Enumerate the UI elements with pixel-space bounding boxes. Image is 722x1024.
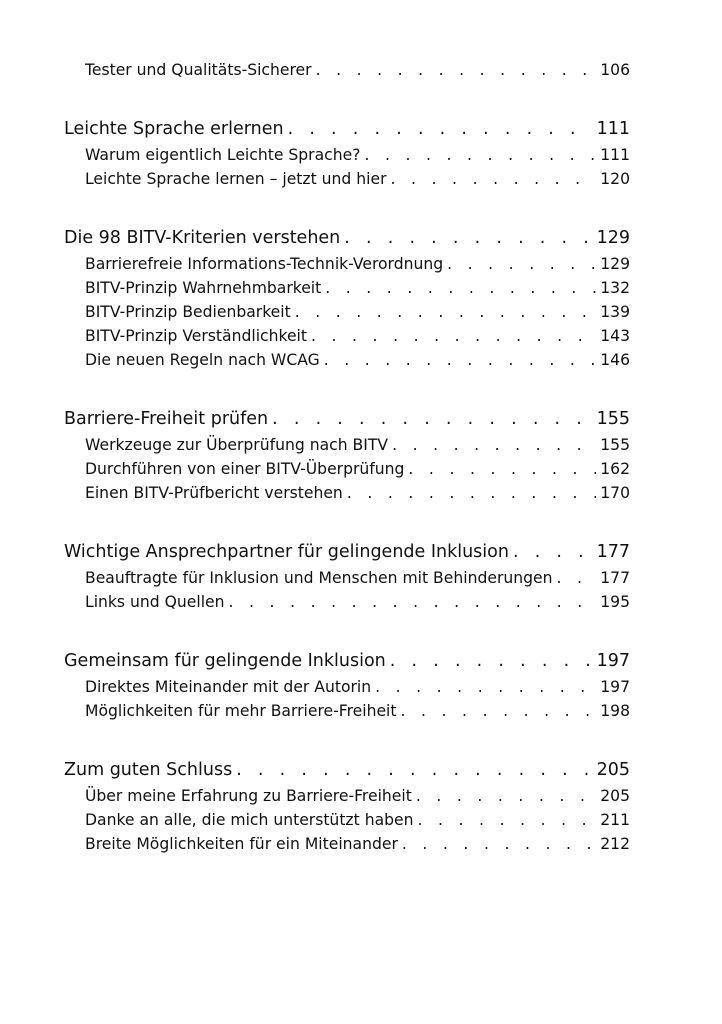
- page-number: 111: [596, 119, 630, 139]
- section-title: Barrierefreie Informations-Technik-Verordnung: [85, 255, 444, 273]
- section-title: Links und Quellen: [85, 593, 225, 611]
- toc-section-entry: [64, 566, 630, 590]
- page-number: 111: [600, 146, 630, 164]
- section-title: Direktes Miteinander mit der Autorin: [85, 678, 372, 696]
- page-number: 177: [600, 569, 630, 587]
- page-number: 211: [600, 811, 630, 829]
- section-title: Danke an alle, die mich unterstützt haben: [85, 811, 414, 829]
- toc-section-entry: [64, 300, 630, 324]
- toc-chapter-entry: [64, 406, 630, 432]
- page-number: 170: [600, 484, 630, 502]
- toc-section-entry: [64, 324, 630, 348]
- section-title: Über meine Erfahrung zu Barriere-Freiheit: [85, 787, 412, 805]
- page-number: 146: [600, 351, 630, 369]
- toc-section-entry: [64, 348, 630, 372]
- page-number: 106: [600, 61, 630, 79]
- toc-section-entry: [64, 784, 630, 808]
- toc-chapter-entry: [64, 757, 630, 783]
- toc-section-entry: [64, 699, 630, 723]
- chapter-title: Barriere-Freiheit prüfen: [64, 409, 269, 429]
- section-title: Leichte Sprache lernen – jetzt und hier: [85, 170, 387, 188]
- page-number: 197: [600, 678, 630, 696]
- toc-section-entry: [64, 457, 630, 481]
- dot-leader: [364, 143, 596, 167]
- page-number: 143: [600, 327, 630, 345]
- page-number: 155: [596, 409, 630, 429]
- toc-section-entry: [64, 58, 630, 82]
- dot-leader: [392, 433, 596, 457]
- dot-leader: [344, 225, 592, 251]
- table-of-contents: [64, 58, 630, 856]
- chapter-title: Die 98 BITV-Kriterien verstehen: [64, 228, 341, 248]
- toc-section-entry: [64, 167, 630, 191]
- page-number: 198: [600, 702, 630, 720]
- page-number: 120: [600, 170, 630, 188]
- toc-section-entry: [64, 590, 630, 614]
- toc-chapter-group: [64, 116, 630, 191]
- section-title: Die neuen Regeln nach WCAG: [85, 351, 320, 369]
- section-title: Möglichkeiten für mehr Barriere-Freiheit: [85, 702, 397, 720]
- dot-leader: [324, 348, 597, 372]
- dot-leader: [311, 324, 596, 348]
- chapter-title: Wichtige Ansprechpartner für gelingende Inklusion: [64, 542, 509, 562]
- page-number: 162: [600, 460, 630, 478]
- dot-leader: [557, 566, 597, 590]
- dot-leader: [390, 648, 593, 674]
- dot-leader: [408, 457, 596, 481]
- dot-leader: [391, 167, 597, 191]
- toc-section-entry: [64, 276, 630, 300]
- page-number: 132: [600, 279, 630, 297]
- chapter-title: Zum guten Schluss: [64, 760, 233, 780]
- dot-leader: [513, 539, 593, 565]
- dot-leader: [418, 808, 597, 832]
- section-title: Werkzeuge zur Überprüfung nach BITV: [85, 436, 389, 454]
- section-title: BITV-Prinzip Verständlichkeit: [85, 327, 308, 345]
- section-title: Breite Möglichkeiten für ein Miteinander: [85, 835, 398, 853]
- toc-chapter-group: [64, 648, 630, 723]
- toc-chapter-group: [64, 58, 630, 82]
- toc-section-entry: [64, 675, 630, 699]
- page-number: 129: [596, 228, 630, 248]
- chapter-title: Gemeinsam für gelingende Inklusion: [64, 651, 386, 671]
- toc-section-entry: [64, 252, 630, 276]
- dot-leader: [295, 300, 597, 324]
- dot-leader: [402, 832, 596, 856]
- chapter-title: Leichte Sprache erlernen: [64, 119, 284, 139]
- dot-leader: [401, 699, 597, 723]
- dot-leader: [288, 116, 593, 142]
- page-number: 177: [596, 542, 630, 562]
- page-number: 129: [600, 255, 630, 273]
- toc-section-entry: [64, 143, 630, 167]
- section-title: Beauftragte für Inklusion und Menschen mit Behinderungen: [85, 569, 553, 587]
- toc-chapter-entry: [64, 648, 630, 674]
- dot-leader: [347, 481, 596, 505]
- page-number: 139: [600, 303, 630, 321]
- toc-chapter-group: [64, 225, 630, 372]
- toc-section-entry: [64, 433, 630, 457]
- page-number: 195: [600, 593, 630, 611]
- section-title: Warum eigentlich Leichte Sprache?: [85, 146, 361, 164]
- dot-leader: [236, 757, 592, 783]
- dot-leader: [375, 675, 596, 699]
- toc-section-entry: [64, 808, 630, 832]
- section-title: Tester und Qualitäts-Sicherer: [85, 61, 312, 79]
- page-number: 155: [600, 436, 630, 454]
- page-number: 212: [600, 835, 630, 853]
- toc-chapter-entry: [64, 539, 630, 565]
- section-title: BITV-Prinzip Bedienbarkeit: [85, 303, 291, 321]
- dot-leader: [416, 784, 596, 808]
- toc-chapter-group: [64, 406, 630, 505]
- toc-section-entry: [64, 832, 630, 856]
- toc-chapter-group: [64, 757, 630, 856]
- dot-leader: [272, 406, 592, 432]
- toc-section-entry: [64, 481, 630, 505]
- dot-leader: [229, 590, 597, 614]
- section-title: Durchführen von einer BITV-Überprüfung: [85, 460, 405, 478]
- dot-leader: [325, 276, 596, 300]
- dot-leader: [316, 58, 597, 82]
- page-number: 205: [600, 787, 630, 805]
- page-number: 197: [596, 651, 630, 671]
- toc-chapter-entry: [64, 225, 630, 251]
- section-title: Einen BITV-Prüfbericht verstehen: [85, 484, 343, 502]
- toc-chapter-entry: [64, 116, 630, 142]
- section-title: BITV-Prinzip Wahrnehmbarkeit: [85, 279, 322, 297]
- toc-chapter-group: [64, 539, 630, 614]
- page-number: 205: [596, 760, 630, 780]
- dot-leader: [447, 252, 596, 276]
